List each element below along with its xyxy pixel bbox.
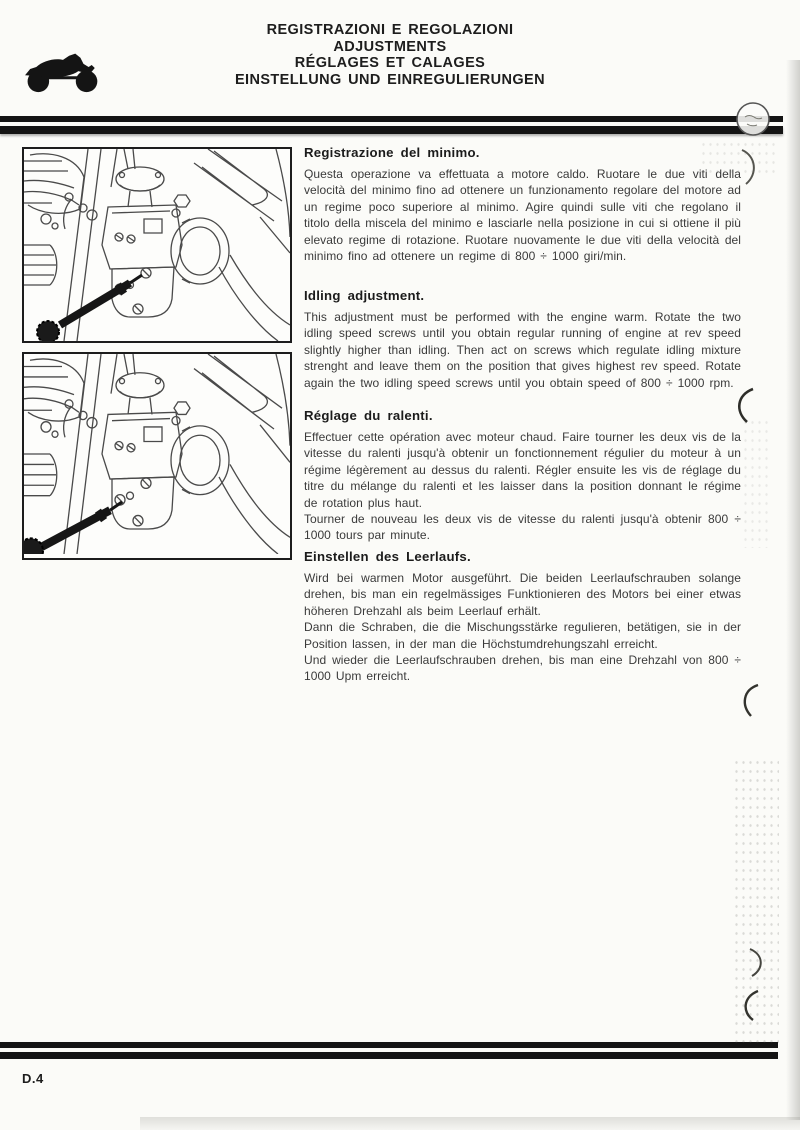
figure-idle-speed-screw bbox=[22, 147, 292, 343]
figure-idle-mixture-screw bbox=[22, 352, 292, 560]
scan-noise bbox=[742, 418, 772, 548]
binder-ring-mark bbox=[742, 946, 772, 980]
section-french bbox=[304, 408, 741, 544]
scan-edge-streak bbox=[786, 60, 800, 1120]
section-heading-german: Einstellen des Leerlaufs. bbox=[304, 549, 471, 564]
section-heading-italian: Registrazione del minimo. bbox=[304, 145, 480, 160]
binder-ring-mark bbox=[738, 988, 768, 1024]
scan-bottom-shadow bbox=[140, 1117, 800, 1130]
title-english: ADJUSTMENTS bbox=[333, 38, 447, 55]
title-german: EINSTELLUNG UND EINREGULIERUNGEN bbox=[234, 71, 546, 88]
section-heading-english: Idling adjustment. bbox=[304, 288, 425, 303]
scan-noise bbox=[733, 758, 779, 1048]
screwdriver bbox=[24, 502, 122, 554]
binder-ring-mark bbox=[737, 682, 767, 720]
bottom-double-rule bbox=[0, 1042, 778, 1059]
paragraph: This adjustment must be performed with the engine warm. Rotate the two idling speed screws until you obtain regular running of engine at rev speed slightly higher than idling. Then act on screws which regulate idling mixture strenght and leave them on the position that gives highest rev speed. Rotate again the two idling speed screws until you obtain speed of 800 ÷ 1000 rpm. bbox=[304, 310, 741, 390]
screwdriver bbox=[37, 275, 142, 341]
paragraph: Und wieder die Leerlaufschrauben drehen, bis man eine Drehzahl von 800 ÷ 1000 Upm erreicht. bbox=[304, 653, 741, 684]
title-italian: REGISTRAZIONI E REGOLAZIONI bbox=[266, 22, 514, 38]
page-number: D.4 bbox=[22, 1071, 44, 1086]
top-double-rule bbox=[0, 116, 783, 134]
paragraph: Tourner de nouveau les deux vis de vitesse du ralenti jusqu'à obtenir 800 ÷ 1000 tours par minute. bbox=[304, 512, 741, 543]
section-english bbox=[304, 288, 741, 391]
title-french: RÉGLAGES ET CALAGES bbox=[294, 55, 486, 71]
section-german bbox=[304, 549, 741, 685]
paragraph: Wird bei warmen Motor ausgeführt. Die beiden Leerlaufschrauben solange drehen, bis man ein regelmässiges Funktionieren des Motors bei einer etwas höheren Drehzahl als beim Leerlauf erhält. bbox=[304, 571, 741, 618]
page-header-titles bbox=[0, 22, 780, 88]
paragraph: Questa operazione va effettuata a motore caldo. Ruotare le due viti della velocità del minimo fino ad ottenere un funzionamento regolare del motore ad un regime poco superiore al minimo. Agire quindi sulle viti che regolano il titolo della miscela del minimo e lasciarle nella posizione in cui si ottiene il più elevato regime di rotazione. Ruotare nuovamente le due viti della velocità del minimo fino ad ottenere un regime di 800 ÷ 1000 giri/min. bbox=[304, 167, 741, 264]
paragraph: Effectuer cette opération avec moteur chaud. Faire tourner les deux vis de la vitesse du ralenti jusqu'à obtenir un fonctionnement régulier du moteur à un régime légèrement au dessus du ralenti. Régler ensuite les vis de réglage du titre du mélange du ralenti et les laisser dans la position donnant le régime de rotation plus haut. bbox=[304, 430, 741, 510]
section-heading-french: Réglage du ralenti. bbox=[304, 408, 433, 423]
paragraph: Dann die Schraben, die die Mischungsstärke regulieren, betätigen, sie in der Position lassen, in der man die Höchstumdrehungszahl erreicht. bbox=[304, 620, 741, 651]
section-italian bbox=[304, 145, 741, 264]
